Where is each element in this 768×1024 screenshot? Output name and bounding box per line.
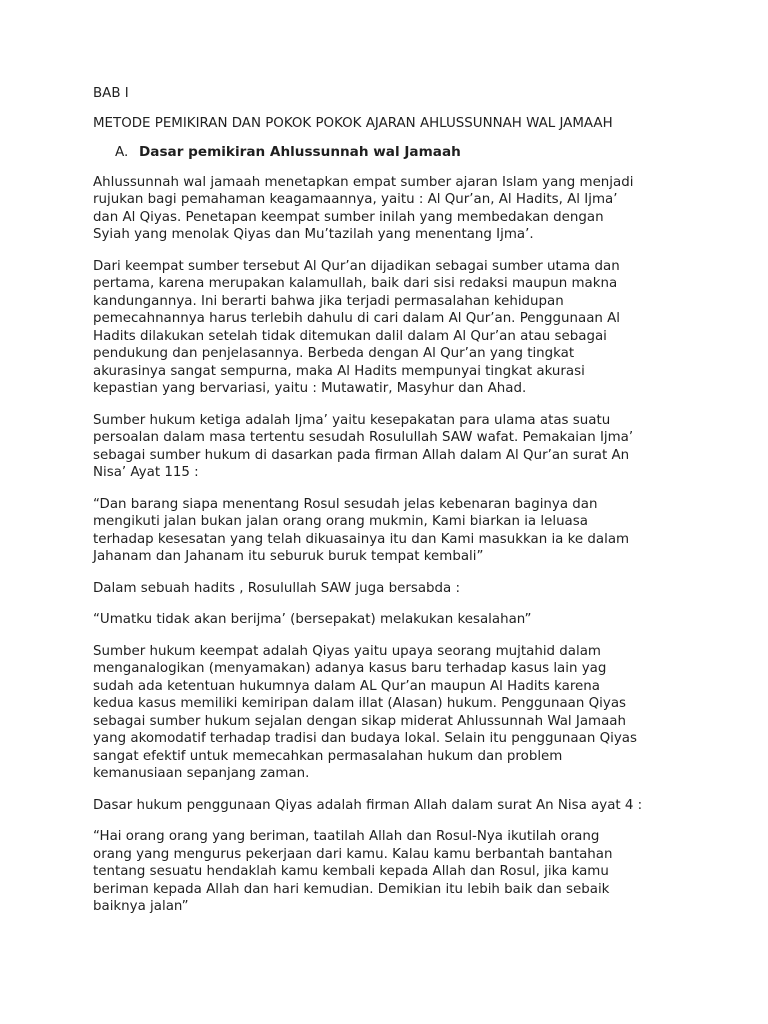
paragraph-line: kedua kasus memiliki kemiripan dalam illat (Alasan) hukum. Penggunaan Qiyas — [93, 696, 627, 711]
paragraph-line: “Umatku tidak akan berijma’ (bersepakat) melakukan kesalahan” — [93, 612, 532, 627]
paragraph — [93, 496, 683, 566]
paragraph-line: tentang sesuatu hendaklah kamu kembali kepada Allah dan Rosul, jika kamu — [93, 864, 609, 879]
paragraph-line: rujukan bagi pemahaman keagamaannya, yaitu : Al Qur’an, Al Hadits, Al Ijma’ — [93, 192, 618, 207]
paragraph-line: Ahlussunnah wal jamaah menetapkan empat sumber ajaran Islam yang menjadi — [93, 174, 634, 190]
paragraph-line: Jahanam dan Jahanam itu seburuk buruk tempat kembali” — [93, 549, 484, 564]
paragraph-line: dan Al Qiyas. Penetapan keempat sumber inilah yang membedakan dengan — [93, 209, 604, 225]
paragraph-line: sebagai sumber hukum sejalan dengan sikap miderat Ahlussunnah Wal Jamaah — [93, 713, 626, 729]
paragraph — [93, 174, 683, 244]
paragraph-line: Dari keempat sumber tersebut Al Qur’an dijadikan sebagai sumber utama dan — [93, 258, 620, 274]
paragraph — [93, 258, 683, 398]
paragraph — [93, 611, 683, 629]
paragraph-line: Nisa’ Ayat 115 : — [93, 465, 199, 480]
paragraph-line: yang akomodatif terhadap tradisi dan budaya lokal. Selain itu penggunaan Qiyas — [93, 731, 637, 746]
paragraph-line: persoalan dalam masa tertentu sesudah Rosulullah SAW wafat. Pemakaian Ijma’ — [93, 430, 634, 445]
paragraph-line: sebagai sumber hukum di dasarkan pada firman Allah dalam Al Qur’an surat An — [93, 447, 630, 463]
paragraph — [93, 580, 683, 598]
paragraph — [93, 797, 683, 815]
paragraph-line: pertama, karena merupakan kalamullah, baik dari sisi redaksi maupun makna — [93, 276, 618, 291]
paragraph-line: kemanusiaan sepanjang zaman. — [93, 766, 310, 781]
paragraph-line: “Dan barang siapa menentang Rosul sesudah jelas kebenaran baginya dan — [93, 496, 598, 512]
paragraph-line: “Hai orang orang yang beriman, taatilah Allah dan Rosul-Nya ikutilah orang — [93, 829, 600, 844]
paragraphs — [93, 174, 683, 916]
paragraph — [93, 412, 683, 482]
paragraph-line: Sumber hukum ketiga adalah Ijma’ yaitu kesepakatan para ulama atas suatu — [93, 412, 611, 428]
paragraph-line: kepastian yang bervariasi, yaitu : Mutawatir, Masyhur dan Ahad. — [93, 381, 527, 396]
paragraph-line: mengikuti jalan bukan jalan orang orang mukmin, Kami biarkan ia leluasa — [93, 514, 588, 529]
paragraph-line: sudah ada ketentuan hukumnya dalam AL Qur’an maupun Al Hadits karena — [93, 678, 600, 694]
paragraph-line: orang yang mengurus pekerjaan dari kamu. Kalau kamu berbantah bantahan — [93, 846, 613, 862]
paragraph-line: menganalogikan (menyamakan) adanya kasus baru terhadap kasus lain yag — [93, 661, 607, 676]
section-title: Dasar pemikiran Ahlussunnah wal Jamaah — [139, 144, 461, 160]
section-number: A. — [115, 144, 129, 160]
section-heading — [115, 144, 683, 162]
paragraph-line: Hadits dilakukan setelah tidak ditemukan dalil dalam Al Qur’an atau sebagai — [93, 328, 607, 344]
document-title: METODE PEMIKIRAN DAN POKOK POKOK AJARAN AHLUSSUNNAH WAL JAMAAH — [93, 115, 613, 131]
paragraph-line: pendukung dan penjelasannya. Berbeda dengan Al Qur’an yang tingkat — [93, 346, 575, 361]
document-body — [93, 85, 683, 930]
paragraph-line: Dasar hukum penggunaan Qiyas adalah firman Allah dalam surat An Nisa ayat 4 : — [93, 797, 643, 813]
paragraph — [93, 643, 683, 783]
paragraph-line: terhadap kesesatan yang telah dikuasainya itu dan Kami masukkan ia ke dalam — [93, 531, 630, 547]
paragraph-line: Syiah yang menolak Qiyas dan Mu’tazilah yang menentang Ijma’. — [93, 227, 534, 242]
paragraph-line: akurasinya sangat sempurna, maka Al Hadits mempunyai tingkat akurasi — [93, 363, 585, 379]
paragraph-line: sangat efektif untuk memecahkan permasalahan hukum dan problem — [93, 748, 563, 764]
paragraph-line: Dalam sebuah hadits , Rosulullah SAW juga bersabda : — [93, 580, 460, 596]
paragraph-line: pemecahnannya harus terlebih dahulu di cari dalam Al Qur’an. Penggunaan Al — [93, 311, 621, 326]
paragraph-line: beriman kepada Allah dan hari kemudian. Demikian itu lebih baik dan sebaik — [93, 881, 610, 897]
paragraph — [93, 828, 683, 916]
chapter-label: BAB I — [93, 86, 129, 101]
paragraph-line: baiknya jalan” — [93, 899, 189, 914]
paragraph-line: kandungannya. Ini berarti bahwa jika terjadi permasalahan kehidupan — [93, 293, 564, 309]
paragraph-line: Sumber hukum keempat adalah Qiyas yaitu upaya seorang mujtahid dalam — [93, 643, 601, 659]
